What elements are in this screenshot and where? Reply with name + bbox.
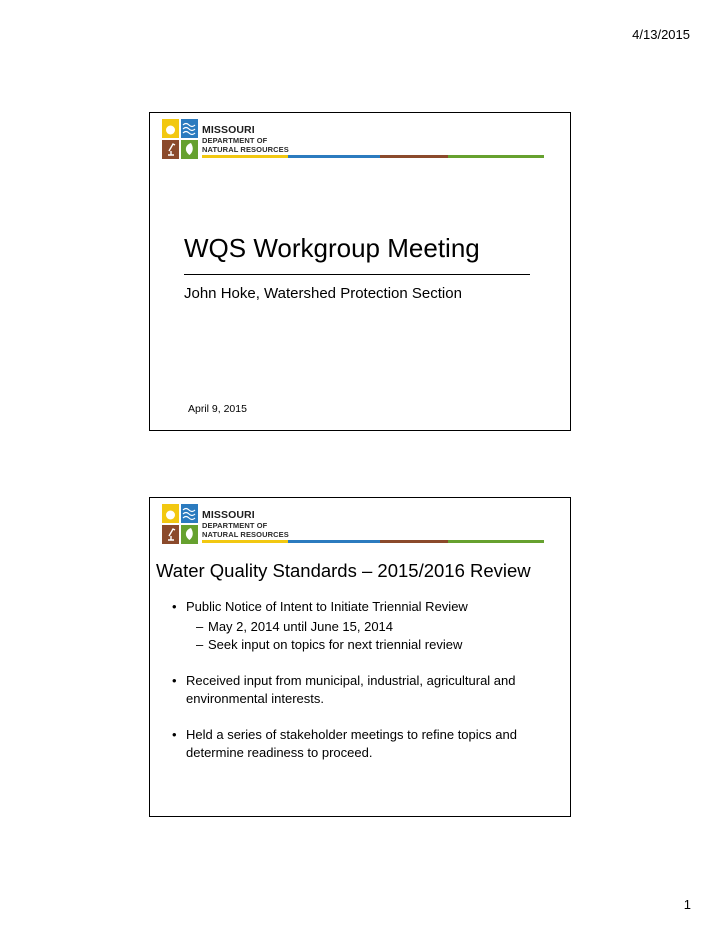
color-bar-brown xyxy=(380,540,448,543)
bullet-item xyxy=(172,672,562,708)
bullet-text: Received input from municipal, industrial, agricultural and environmental interests. xyxy=(186,673,516,706)
bullet-text: Public Notice of Intent to Initiate Triennial Review xyxy=(186,599,468,614)
color-bar-green xyxy=(448,155,544,158)
logo-color-bar xyxy=(202,540,544,543)
logo-wordmark xyxy=(202,510,289,539)
color-bar-green xyxy=(448,540,544,543)
sub-bullet-item: – Seek input on topics for next triennial review xyxy=(196,636,562,654)
missouri-dnr-logo xyxy=(162,504,544,546)
logo-line-missouri: MISSOURI xyxy=(202,509,255,521)
title-slide xyxy=(149,112,571,431)
logo-line-department: DEPARTMENT OF xyxy=(202,136,268,145)
logo-line-department: DEPARTMENT OF xyxy=(202,521,268,530)
missouri-dnr-logo xyxy=(162,119,544,161)
slide-title: WQS Workgroup Meeting xyxy=(184,233,480,263)
logo-line-natural-resources: NATURAL RESOURCES xyxy=(202,530,289,539)
title-divider xyxy=(184,274,530,275)
logo-wordmark xyxy=(202,125,289,154)
color-bar-blue xyxy=(288,155,380,158)
logo-color-bar xyxy=(202,155,544,158)
content-slide xyxy=(149,497,571,817)
bullet-item xyxy=(172,726,562,762)
sub-bullet-list xyxy=(186,618,562,654)
slide-title: Water Quality Standards – 2015/2016 Review xyxy=(156,560,531,581)
page-date: 4/13/2015 xyxy=(632,27,690,42)
color-bar-brown xyxy=(380,155,448,158)
sub-bullet-item: – May 2, 2014 until June 15, 2014 xyxy=(196,618,562,636)
color-bar-yellow xyxy=(202,155,288,158)
logo-line-natural-resources: NATURAL RESOURCES xyxy=(202,145,289,154)
logo-line-missouri: MISSOURI xyxy=(202,124,255,136)
color-bar-yellow xyxy=(202,540,288,543)
bullet-item xyxy=(172,598,562,654)
slide-subtitle: John Hoke, Watershed Protection Section xyxy=(184,285,462,302)
dnr-logo-tiles-icon xyxy=(162,119,198,159)
bullet-list xyxy=(172,598,562,780)
color-bar-blue xyxy=(288,540,380,543)
bullet-text: Held a series of stakeholder meetings to refine topics and determine readiness to proceed. xyxy=(186,727,517,760)
slide-date: April 9, 2015 xyxy=(188,403,247,415)
page-number: 1 xyxy=(683,897,691,912)
dnr-logo-tiles-icon xyxy=(162,504,198,544)
